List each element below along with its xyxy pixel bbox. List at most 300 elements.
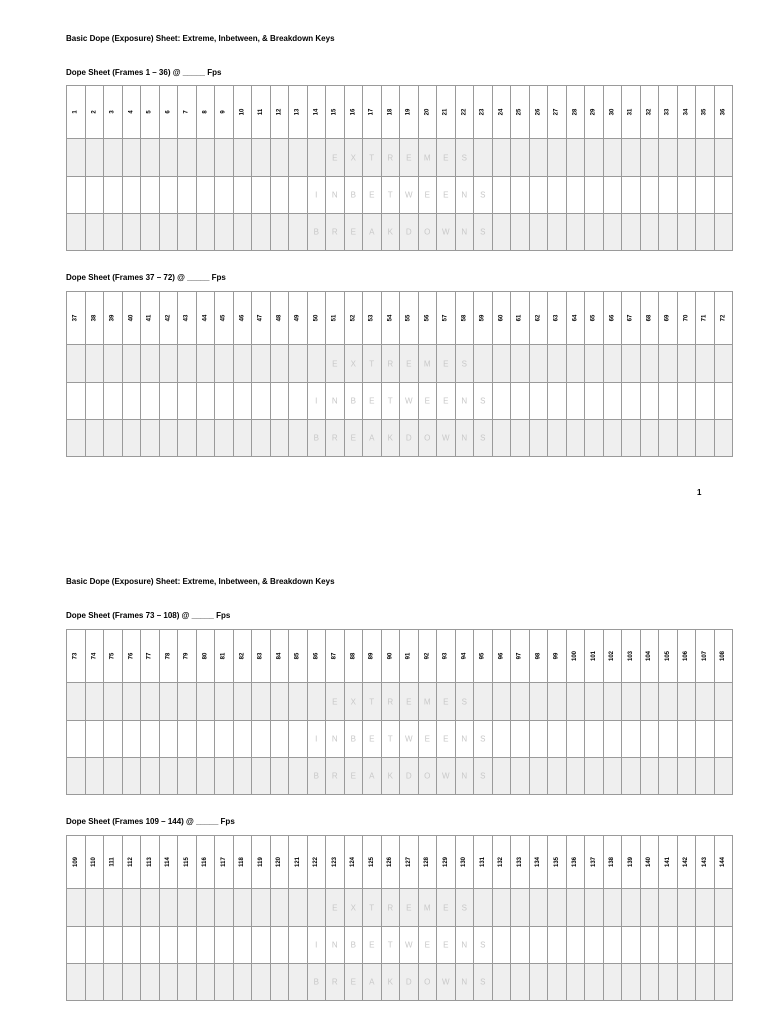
extremes-cell[interactable] [197,345,216,383]
inbetweens-cell[interactable] [548,721,567,758]
extremes-cell[interactable] [252,683,271,721]
breakdowns-cell[interactable] [678,420,697,457]
breakdowns-cell[interactable] [604,420,623,457]
breakdowns-cell[interactable] [548,214,567,251]
breakdowns-cell[interactable] [585,420,604,457]
inbetweens-cell[interactable] [400,721,419,758]
extremes-cell[interactable] [252,345,271,383]
breakdowns-cell[interactable] [419,214,438,251]
extremes-cell[interactable] [456,889,475,927]
inbetweens-cell[interactable] [86,177,105,214]
breakdowns-cell[interactable] [585,214,604,251]
inbetweens-cell[interactable] [345,177,364,214]
inbetweens-cell[interactable] [678,383,697,420]
breakdowns-cell[interactable] [271,420,290,457]
extremes-cell[interactable] [123,139,142,177]
breakdowns-cell[interactable] [400,758,419,795]
extremes-cell[interactable] [419,139,438,177]
breakdowns-cell[interactable] [197,420,216,457]
breakdowns-cell[interactable] [382,964,401,1001]
extremes-cell[interactable] [86,139,105,177]
extremes-cell[interactable] [567,683,586,721]
extremes-cell[interactable] [622,345,641,383]
inbetweens-cell[interactable] [215,177,234,214]
extremes-cell[interactable] [104,889,123,927]
breakdowns-cell[interactable] [123,214,142,251]
breakdowns-cell[interactable] [308,964,327,1001]
inbetweens-cell[interactable] [511,721,530,758]
breakdowns-cell[interactable] [659,420,678,457]
inbetweens-cell[interactable] [659,177,678,214]
inbetweens-cell[interactable] [493,721,512,758]
breakdowns-cell[interactable] [123,964,142,1001]
extremes-cell[interactable] [308,139,327,177]
inbetweens-cell[interactable] [382,927,401,964]
breakdowns-cell[interactable] [326,758,345,795]
extremes-cell[interactable] [493,889,512,927]
inbetweens-cell[interactable] [382,383,401,420]
inbetweens-cell[interactable] [160,177,179,214]
breakdowns-cell[interactable] [474,964,493,1001]
extremes-cell[interactable] [197,683,216,721]
breakdowns-cell[interactable] [437,420,456,457]
breakdowns-cell[interactable] [696,758,715,795]
inbetweens-cell[interactable] [104,383,123,420]
inbetweens-cell[interactable] [437,927,456,964]
inbetweens-cell[interactable] [271,927,290,964]
breakdowns-cell[interactable] [585,964,604,1001]
extremes-cell[interactable] [178,683,197,721]
extremes-cell[interactable] [474,345,493,383]
breakdowns-cell[interactable] [289,758,308,795]
extremes-cell[interactable] [215,345,234,383]
breakdowns-cell[interactable] [104,758,123,795]
inbetweens-cell[interactable] [641,177,660,214]
inbetweens-cell[interactable] [234,177,253,214]
inbetweens-cell[interactable] [474,721,493,758]
inbetweens-cell[interactable] [123,383,142,420]
extremes-cell[interactable] [641,683,660,721]
inbetweens-cell[interactable] [160,721,179,758]
extremes-cell[interactable] [141,889,160,927]
breakdowns-cell[interactable] [160,758,179,795]
extremes-cell[interactable] [567,345,586,383]
inbetweens-cell[interactable] [197,721,216,758]
breakdowns-cell[interactable] [67,964,86,1001]
extremes-cell[interactable] [160,345,179,383]
inbetweens-cell[interactable] [641,927,660,964]
inbetweens-cell[interactable] [215,721,234,758]
inbetweens-cell[interactable] [530,383,549,420]
inbetweens-cell[interactable] [178,721,197,758]
extremes-cell[interactable] [104,683,123,721]
extremes-cell[interactable] [400,345,419,383]
inbetweens-cell[interactable] [548,927,567,964]
inbetweens-cell[interactable] [86,383,105,420]
extremes-cell[interactable] [419,345,438,383]
inbetweens-cell[interactable] [548,177,567,214]
breakdowns-cell[interactable] [363,420,382,457]
extremes-cell[interactable] [104,345,123,383]
extremes-cell[interactable] [567,139,586,177]
extremes-cell[interactable] [400,139,419,177]
extremes-cell[interactable] [678,889,697,927]
extremes-cell[interactable] [659,683,678,721]
extremes-cell[interactable] [419,889,438,927]
breakdowns-cell[interactable] [197,214,216,251]
breakdowns-cell[interactable] [363,964,382,1001]
inbetweens-cell[interactable] [456,721,475,758]
extremes-cell[interactable] [363,889,382,927]
breakdowns-cell[interactable] [289,964,308,1001]
breakdowns-cell[interactable] [326,420,345,457]
breakdowns-cell[interactable] [215,420,234,457]
breakdowns-cell[interactable] [511,214,530,251]
extremes-cell[interactable] [123,345,142,383]
inbetweens-cell[interactable] [160,383,179,420]
extremes-cell[interactable] [622,889,641,927]
breakdowns-cell[interactable] [696,214,715,251]
inbetweens-cell[interactable] [86,721,105,758]
extremes-cell[interactable] [678,345,697,383]
extremes-cell[interactable] [437,889,456,927]
breakdowns-cell[interactable] [696,420,715,457]
breakdowns-cell[interactable] [252,758,271,795]
inbetweens-cell[interactable] [400,383,419,420]
breakdowns-cell[interactable] [530,214,549,251]
extremes-cell[interactable] [382,345,401,383]
inbetweens-cell[interactable] [141,721,160,758]
extremes-cell[interactable] [659,345,678,383]
extremes-cell[interactable] [123,889,142,927]
inbetweens-cell[interactable] [104,927,123,964]
inbetweens-cell[interactable] [715,721,734,758]
extremes-cell[interactable] [659,139,678,177]
inbetweens-cell[interactable] [252,927,271,964]
breakdowns-cell[interactable] [715,420,734,457]
breakdowns-cell[interactable] [363,758,382,795]
extremes-cell[interactable] [197,889,216,927]
breakdowns-cell[interactable] [215,758,234,795]
breakdowns-cell[interactable] [493,214,512,251]
inbetweens-cell[interactable] [696,927,715,964]
extremes-cell[interactable] [234,889,253,927]
extremes-cell[interactable] [178,345,197,383]
breakdowns-cell[interactable] [567,214,586,251]
breakdowns-cell[interactable] [456,758,475,795]
breakdowns-cell[interactable] [696,964,715,1001]
inbetweens-cell[interactable] [604,721,623,758]
breakdowns-cell[interactable] [641,964,660,1001]
inbetweens-cell[interactable] [530,177,549,214]
inbetweens-cell[interactable] [271,177,290,214]
breakdowns-cell[interactable] [197,758,216,795]
extremes-cell[interactable] [511,139,530,177]
inbetweens-cell[interactable] [437,721,456,758]
extremes-cell[interactable] [234,139,253,177]
extremes-cell[interactable] [363,139,382,177]
extremes-cell[interactable] [345,889,364,927]
breakdowns-cell[interactable] [456,420,475,457]
inbetweens-cell[interactable] [104,177,123,214]
extremes-cell[interactable] [271,889,290,927]
inbetweens-cell[interactable] [696,721,715,758]
extremes-cell[interactable] [585,889,604,927]
extremes-cell[interactable] [178,889,197,927]
inbetweens-cell[interactable] [326,177,345,214]
extremes-cell[interactable] [474,139,493,177]
extremes-cell[interactable] [474,889,493,927]
inbetweens-cell[interactable] [104,721,123,758]
inbetweens-cell[interactable] [585,721,604,758]
inbetweens-cell[interactable] [715,177,734,214]
inbetweens-cell[interactable] [382,177,401,214]
inbetweens-cell[interactable] [715,383,734,420]
breakdowns-cell[interactable] [456,964,475,1001]
extremes-cell[interactable] [511,345,530,383]
inbetweens-cell[interactable] [326,383,345,420]
extremes-cell[interactable] [86,683,105,721]
breakdowns-cell[interactable] [715,758,734,795]
inbetweens-cell[interactable] [326,927,345,964]
breakdowns-cell[interactable] [622,420,641,457]
extremes-cell[interactable] [326,889,345,927]
extremes-cell[interactable] [567,889,586,927]
extremes-cell[interactable] [622,683,641,721]
breakdowns-cell[interactable] [493,758,512,795]
extremes-cell[interactable] [493,683,512,721]
extremes-cell[interactable] [363,683,382,721]
extremes-cell[interactable] [715,139,734,177]
breakdowns-cell[interactable] [474,758,493,795]
breakdowns-cell[interactable] [289,214,308,251]
inbetweens-cell[interactable] [511,383,530,420]
extremes-cell[interactable] [437,683,456,721]
breakdowns-cell[interactable] [308,758,327,795]
inbetweens-cell[interactable] [456,383,475,420]
breakdowns-cell[interactable] [178,964,197,1001]
extremes-cell[interactable] [585,139,604,177]
breakdowns-cell[interactable] [252,420,271,457]
inbetweens-cell[interactable] [178,383,197,420]
breakdowns-cell[interactable] [641,758,660,795]
breakdowns-cell[interactable] [308,214,327,251]
breakdowns-cell[interactable] [104,214,123,251]
inbetweens-cell[interactable] [289,383,308,420]
inbetweens-cell[interactable] [86,927,105,964]
breakdowns-cell[interactable] [400,420,419,457]
breakdowns-cell[interactable] [67,420,86,457]
breakdowns-cell[interactable] [86,420,105,457]
inbetweens-cell[interactable] [622,177,641,214]
inbetweens-cell[interactable] [604,927,623,964]
extremes-cell[interactable] [234,345,253,383]
breakdowns-cell[interactable] [474,214,493,251]
breakdowns-cell[interactable] [86,758,105,795]
breakdowns-cell[interactable] [271,758,290,795]
inbetweens-cell[interactable] [308,721,327,758]
inbetweens-cell[interactable] [437,177,456,214]
inbetweens-cell[interactable] [197,177,216,214]
extremes-cell[interactable] [67,683,86,721]
breakdowns-cell[interactable] [678,214,697,251]
breakdowns-cell[interactable] [234,420,253,457]
breakdowns-cell[interactable] [271,214,290,251]
breakdowns-cell[interactable] [215,964,234,1001]
extremes-cell[interactable] [659,889,678,927]
extremes-cell[interactable] [345,345,364,383]
inbetweens-cell[interactable] [678,927,697,964]
extremes-cell[interactable] [548,139,567,177]
breakdowns-cell[interactable] [530,420,549,457]
extremes-cell[interactable] [271,139,290,177]
inbetweens-cell[interactable] [567,177,586,214]
inbetweens-cell[interactable] [178,927,197,964]
extremes-cell[interactable] [622,139,641,177]
inbetweens-cell[interactable] [474,927,493,964]
extremes-cell[interactable] [215,139,234,177]
breakdowns-cell[interactable] [67,214,86,251]
inbetweens-cell[interactable] [345,721,364,758]
breakdowns-cell[interactable] [289,420,308,457]
inbetweens-cell[interactable] [363,927,382,964]
inbetweens-cell[interactable] [123,721,142,758]
breakdowns-cell[interactable] [123,758,142,795]
breakdowns-cell[interactable] [437,964,456,1001]
breakdowns-cell[interactable] [86,964,105,1001]
inbetweens-cell[interactable] [67,383,86,420]
inbetweens-cell[interactable] [678,721,697,758]
breakdowns-cell[interactable] [197,964,216,1001]
inbetweens-cell[interactable] [641,721,660,758]
inbetweens-cell[interactable] [141,177,160,214]
extremes-cell[interactable] [197,139,216,177]
inbetweens-cell[interactable] [326,721,345,758]
breakdowns-cell[interactable] [271,964,290,1001]
breakdowns-cell[interactable] [234,964,253,1001]
breakdowns-cell[interactable] [67,758,86,795]
inbetweens-cell[interactable] [493,383,512,420]
extremes-cell[interactable] [345,683,364,721]
extremes-cell[interactable] [715,889,734,927]
extremes-cell[interactable] [548,889,567,927]
breakdowns-cell[interactable] [178,420,197,457]
breakdowns-cell[interactable] [160,964,179,1001]
extremes-cell[interactable] [215,889,234,927]
breakdowns-cell[interactable] [659,964,678,1001]
extremes-cell[interactable] [252,889,271,927]
extremes-cell[interactable] [234,683,253,721]
extremes-cell[interactable] [67,345,86,383]
extremes-cell[interactable] [178,139,197,177]
inbetweens-cell[interactable] [678,177,697,214]
breakdowns-cell[interactable] [345,758,364,795]
extremes-cell[interactable] [456,139,475,177]
breakdowns-cell[interactable] [178,758,197,795]
inbetweens-cell[interactable] [308,177,327,214]
extremes-cell[interactable] [604,139,623,177]
extremes-cell[interactable] [308,889,327,927]
breakdowns-cell[interactable] [437,758,456,795]
extremes-cell[interactable] [308,345,327,383]
extremes-cell[interactable] [141,139,160,177]
extremes-cell[interactable] [67,889,86,927]
extremes-cell[interactable] [493,139,512,177]
inbetweens-cell[interactable] [234,927,253,964]
inbetweens-cell[interactable] [696,383,715,420]
inbetweens-cell[interactable] [659,721,678,758]
inbetweens-cell[interactable] [400,927,419,964]
breakdowns-cell[interactable] [86,214,105,251]
breakdowns-cell[interactable] [104,964,123,1001]
extremes-cell[interactable] [437,139,456,177]
breakdowns-cell[interactable] [678,964,697,1001]
extremes-cell[interactable] [419,683,438,721]
inbetweens-cell[interactable] [141,383,160,420]
breakdowns-cell[interactable] [345,214,364,251]
breakdowns-cell[interactable] [511,758,530,795]
breakdowns-cell[interactable] [548,758,567,795]
breakdowns-cell[interactable] [511,964,530,1001]
breakdowns-cell[interactable] [104,420,123,457]
inbetweens-cell[interactable] [567,383,586,420]
breakdowns-cell[interactable] [419,420,438,457]
extremes-cell[interactable] [160,889,179,927]
breakdowns-cell[interactable] [530,964,549,1001]
breakdowns-cell[interactable] [308,420,327,457]
breakdowns-cell[interactable] [419,964,438,1001]
extremes-cell[interactable] [530,139,549,177]
breakdowns-cell[interactable] [400,964,419,1001]
extremes-cell[interactable] [641,345,660,383]
breakdowns-cell[interactable] [160,420,179,457]
inbetweens-cell[interactable] [622,721,641,758]
extremes-cell[interactable] [382,139,401,177]
extremes-cell[interactable] [696,683,715,721]
inbetweens-cell[interactable] [271,383,290,420]
breakdowns-cell[interactable] [252,964,271,1001]
inbetweens-cell[interactable] [696,177,715,214]
inbetweens-cell[interactable] [419,721,438,758]
inbetweens-cell[interactable] [308,927,327,964]
extremes-cell[interactable] [493,345,512,383]
inbetweens-cell[interactable] [363,383,382,420]
extremes-cell[interactable] [696,345,715,383]
breakdowns-cell[interactable] [604,214,623,251]
inbetweens-cell[interactable] [604,177,623,214]
breakdowns-cell[interactable] [585,758,604,795]
inbetweens-cell[interactable] [271,721,290,758]
extremes-cell[interactable] [530,345,549,383]
breakdowns-cell[interactable] [400,214,419,251]
extremes-cell[interactable] [141,683,160,721]
inbetweens-cell[interactable] [308,383,327,420]
extremes-cell[interactable] [530,889,549,927]
inbetweens-cell[interactable] [585,177,604,214]
inbetweens-cell[interactable] [604,383,623,420]
extremes-cell[interactable] [511,683,530,721]
inbetweens-cell[interactable] [123,927,142,964]
inbetweens-cell[interactable] [160,927,179,964]
inbetweens-cell[interactable] [215,383,234,420]
inbetweens-cell[interactable] [252,177,271,214]
breakdowns-cell[interactable] [252,214,271,251]
breakdowns-cell[interactable] [604,758,623,795]
breakdowns-cell[interactable] [160,214,179,251]
inbetweens-cell[interactable] [622,383,641,420]
extremes-cell[interactable] [271,345,290,383]
breakdowns-cell[interactable] [215,214,234,251]
